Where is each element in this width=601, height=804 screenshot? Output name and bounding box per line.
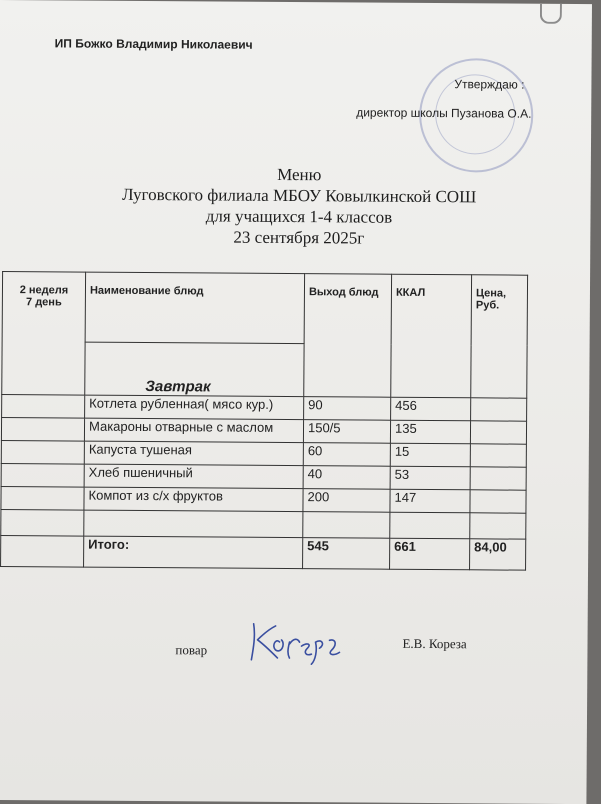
- dish-name: Капуста тушеная: [84, 441, 303, 466]
- row-blank-cell: [1, 487, 84, 511]
- table-row: [1, 510, 526, 540]
- dish-kcal: 15: [390, 443, 470, 467]
- row-blank-cell: [1, 441, 84, 465]
- menu-date: 23 сентября 2025г: [233, 227, 365, 248]
- row-blank-cell: [2, 395, 85, 419]
- week-label: 2 неделя: [19, 284, 69, 297]
- menu-table: [0, 271, 528, 571]
- audience-line: для учащихся 1-4 классов: [205, 206, 393, 227]
- cook-name: Е.В. Кореза: [402, 635, 467, 652]
- week-day-header: [2, 272, 86, 396]
- dish-price: [470, 421, 526, 444]
- paper-clip: [540, 4, 562, 24]
- dish-price: [470, 513, 526, 539]
- organization-name: ИП Божко Владимир Николаевич: [54, 36, 253, 52]
- row-blank-cell: [1, 418, 84, 442]
- kcal-header: ККАЛ: [391, 274, 472, 398]
- director-line: директор школы Пузанова О.А.: [356, 105, 532, 121]
- price-header-line1: Цена,: [475, 287, 507, 300]
- cook-role: повар: [175, 642, 208, 658]
- meal-label: Завтрак: [85, 342, 304, 397]
- table-header-row: [2, 272, 527, 346]
- dish-name: Хлеб пшеничный: [84, 464, 303, 489]
- dish-portion: 90: [304, 397, 391, 421]
- dish-price: [470, 444, 526, 467]
- dish-kcal: [390, 512, 470, 539]
- price-header-line2: Руб.: [475, 299, 500, 312]
- dish-price: [470, 490, 526, 513]
- total-kcal: 661: [390, 538, 470, 570]
- dish-name: Макароны отварные с маслом: [84, 418, 303, 443]
- dish-kcal: 456: [391, 397, 471, 421]
- approval-label: Утверждаю :: [454, 77, 525, 92]
- day-label: 7 день: [26, 296, 62, 309]
- dish-kcal: 135: [390, 420, 470, 444]
- total-portion: 545: [303, 538, 390, 570]
- row-blank-cell: [1, 510, 84, 537]
- dish-portion: 40: [303, 466, 390, 490]
- dish-kcal: 147: [390, 489, 470, 513]
- dish-price: [470, 467, 526, 490]
- menu-title: Меню: [277, 164, 322, 185]
- dish-portion: 200: [303, 489, 390, 513]
- row-blank-cell: [1, 536, 84, 568]
- dish-kcal: 53: [390, 466, 470, 490]
- portion-header: Выход блюд: [304, 274, 392, 398]
- dish-name: Котлета рубленная( мясо кур.): [85, 395, 304, 420]
- row-blank-cell: [1, 464, 84, 488]
- price-header: [471, 275, 528, 398]
- dish-name: Компот из с/х фруктов: [84, 487, 303, 512]
- school-name: Луговского филиала МБОУ Ковылкинской СОШ: [121, 184, 477, 207]
- dish-price: [471, 398, 527, 421]
- total-label: Итого:: [84, 536, 303, 569]
- total-price: 84,00: [470, 539, 526, 570]
- total-row: [1, 536, 526, 571]
- dish-portion: 150/5: [303, 420, 390, 444]
- dish-portion: [303, 512, 390, 539]
- dish-name: [84, 510, 303, 538]
- dish-portion: 60: [303, 443, 390, 467]
- dish-name-header: Наименование блюд: [85, 272, 304, 344]
- cook-signature: [245, 616, 355, 667]
